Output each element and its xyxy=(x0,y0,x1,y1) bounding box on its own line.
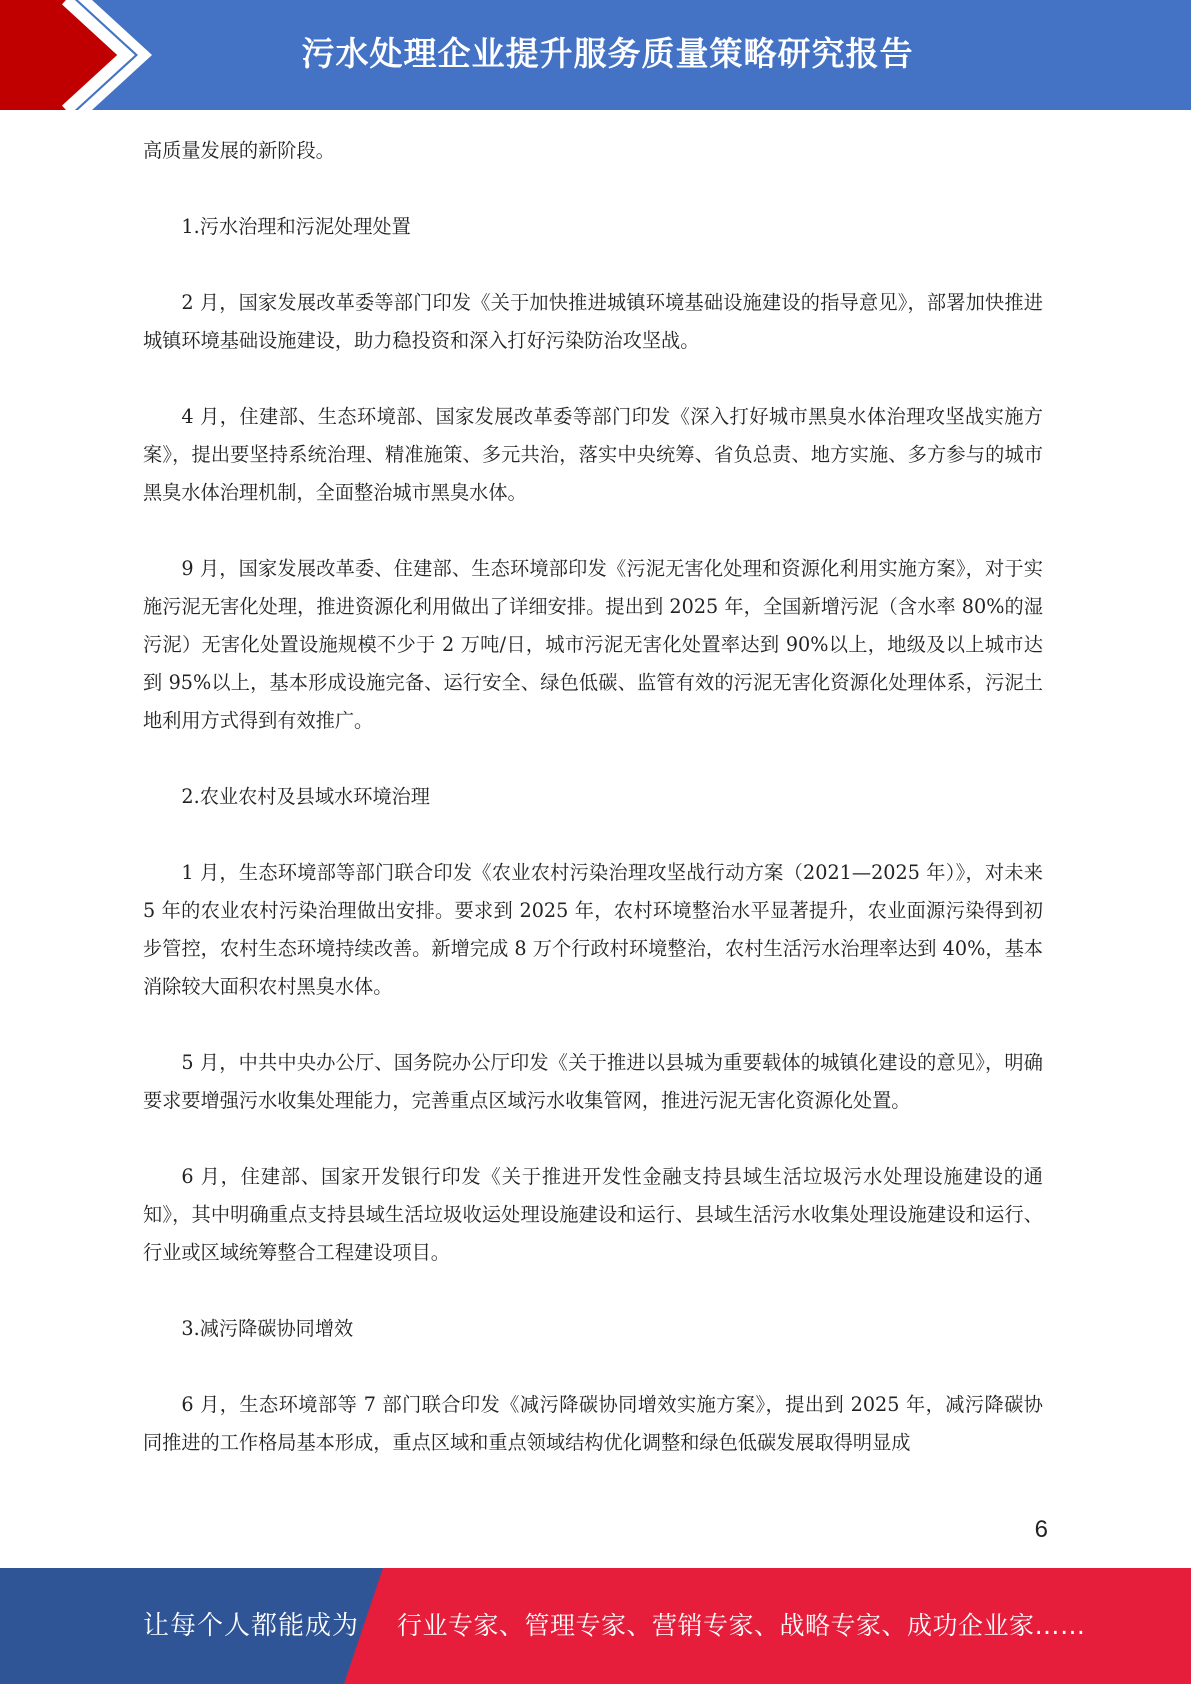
paragraph-may-county-urbanization: 5 月，中共中央办公厅、国务院办公厅印发《关于推进以县城为重要载体的城镇化建设的意见》，明确要求要增强污水收集处理能力，完善重点区域污水收集管网，推进污泥无害化资源化处置。 xyxy=(143,1051,1043,1112)
paragraph-june-development-finance: 6 月，住建部、国家开发银行印发《关于推进开发性金融支持县域生活垃圾污水处理设施建设的通知》，其中明确重点支持县域生活垃圾收运处理设施建设和运行、县域生活污水收集处理设施建设和运行、行业或区域统筹整合工程建设项目。 xyxy=(143,1165,1043,1264)
section-heading-sewage-sludge: 1.污水治理和污泥处理处置 xyxy=(181,215,411,238)
footer-slogan-roles: 行业专家、管理专家、营销专家、战略专家、成功企业家…… xyxy=(397,1611,1086,1640)
paragraph-september-sludge-plan: 9 月，国家发展改革委、住建部、生态环境部印发《污泥无害化处理和资源化利用实施方案》，对于实施污泥无害化处理，推进资源化利用做出了详细安排。提出到 2025 年，全国新增污泥（含水率 80%的湿污泥）无害化处置设施规模不少于 2 万吨/日，城市污泥无害化处置率达到 90%以上，地级及以上城市达到 95%以上，基本形成设施完备、运行安全、绿色低碳、监管有效的污泥无害化资源化处理体系，污泥土地利用方式得到有效推广。 xyxy=(143,557,1043,732)
paragraph-january-rural-pollution: 1 月，生态环境部等部门联合印发《农业农村污染治理攻坚战行动方案（2021—2025 年）》，对未来 5 年的农业农村污染治理做出安排。要求到 2025 年，农村环境整治水平显著提升，农业面源污染得到初步管控，农村生态环境持续改善。新增完成 8 万个行政村环境整治，农村生活污水治理率达到 40%，基本消除较大面积农村黑臭水体。 xyxy=(143,861,1043,998)
page-footer xyxy=(0,1568,1191,1684)
section-heading-rural-county-water: 2.农业农村及县域水环境治理 xyxy=(181,785,430,808)
page-number: 6 xyxy=(1034,1516,1048,1543)
continuation-paragraph: 高质量发展的新阶段。 xyxy=(143,139,335,162)
report-title: 污水处理企业提升服务质量策略研究报告 xyxy=(301,34,914,73)
paragraph-february-guidance: 2 月，国家发展改革委等部门印发《关于加快推进城镇环境基础设施建设的指导意见》，部署加快推进城镇环境基础设施建设，助力稳投资和深入打好污染防治攻坚战。 xyxy=(143,291,1043,352)
footer-slogan-lead: 让每个人都能成为 xyxy=(143,1611,360,1641)
document-body xyxy=(143,132,1043,1500)
paragraph-april-black-odorous-water: 4 月，住建部、生态环境部、国家发展改革委等部门印发《深入打好城市黑臭水体治理攻坚战实施方案》，提出要坚持系统治理、精准施策、多元共治，落实中央统筹、省负总责、地方实施、多方参与的城市黑臭水体治理机制，全面整治城市黑臭水体。 xyxy=(143,405,1043,504)
page-header xyxy=(0,0,1191,110)
paragraph-june-synergy-plan: 6 月，生态环境部等 7 部门联合印发《减污降碳协同增效实施方案》，提出到 2025 年，减污降碳协同推进的工作格局基本形成，重点区域和重点领域结构优化调整和绿色低碳发展取得明显成 xyxy=(143,1393,1043,1454)
section-heading-pollution-carbon-synergy: 3.减污降碳协同增效 xyxy=(181,1317,354,1340)
